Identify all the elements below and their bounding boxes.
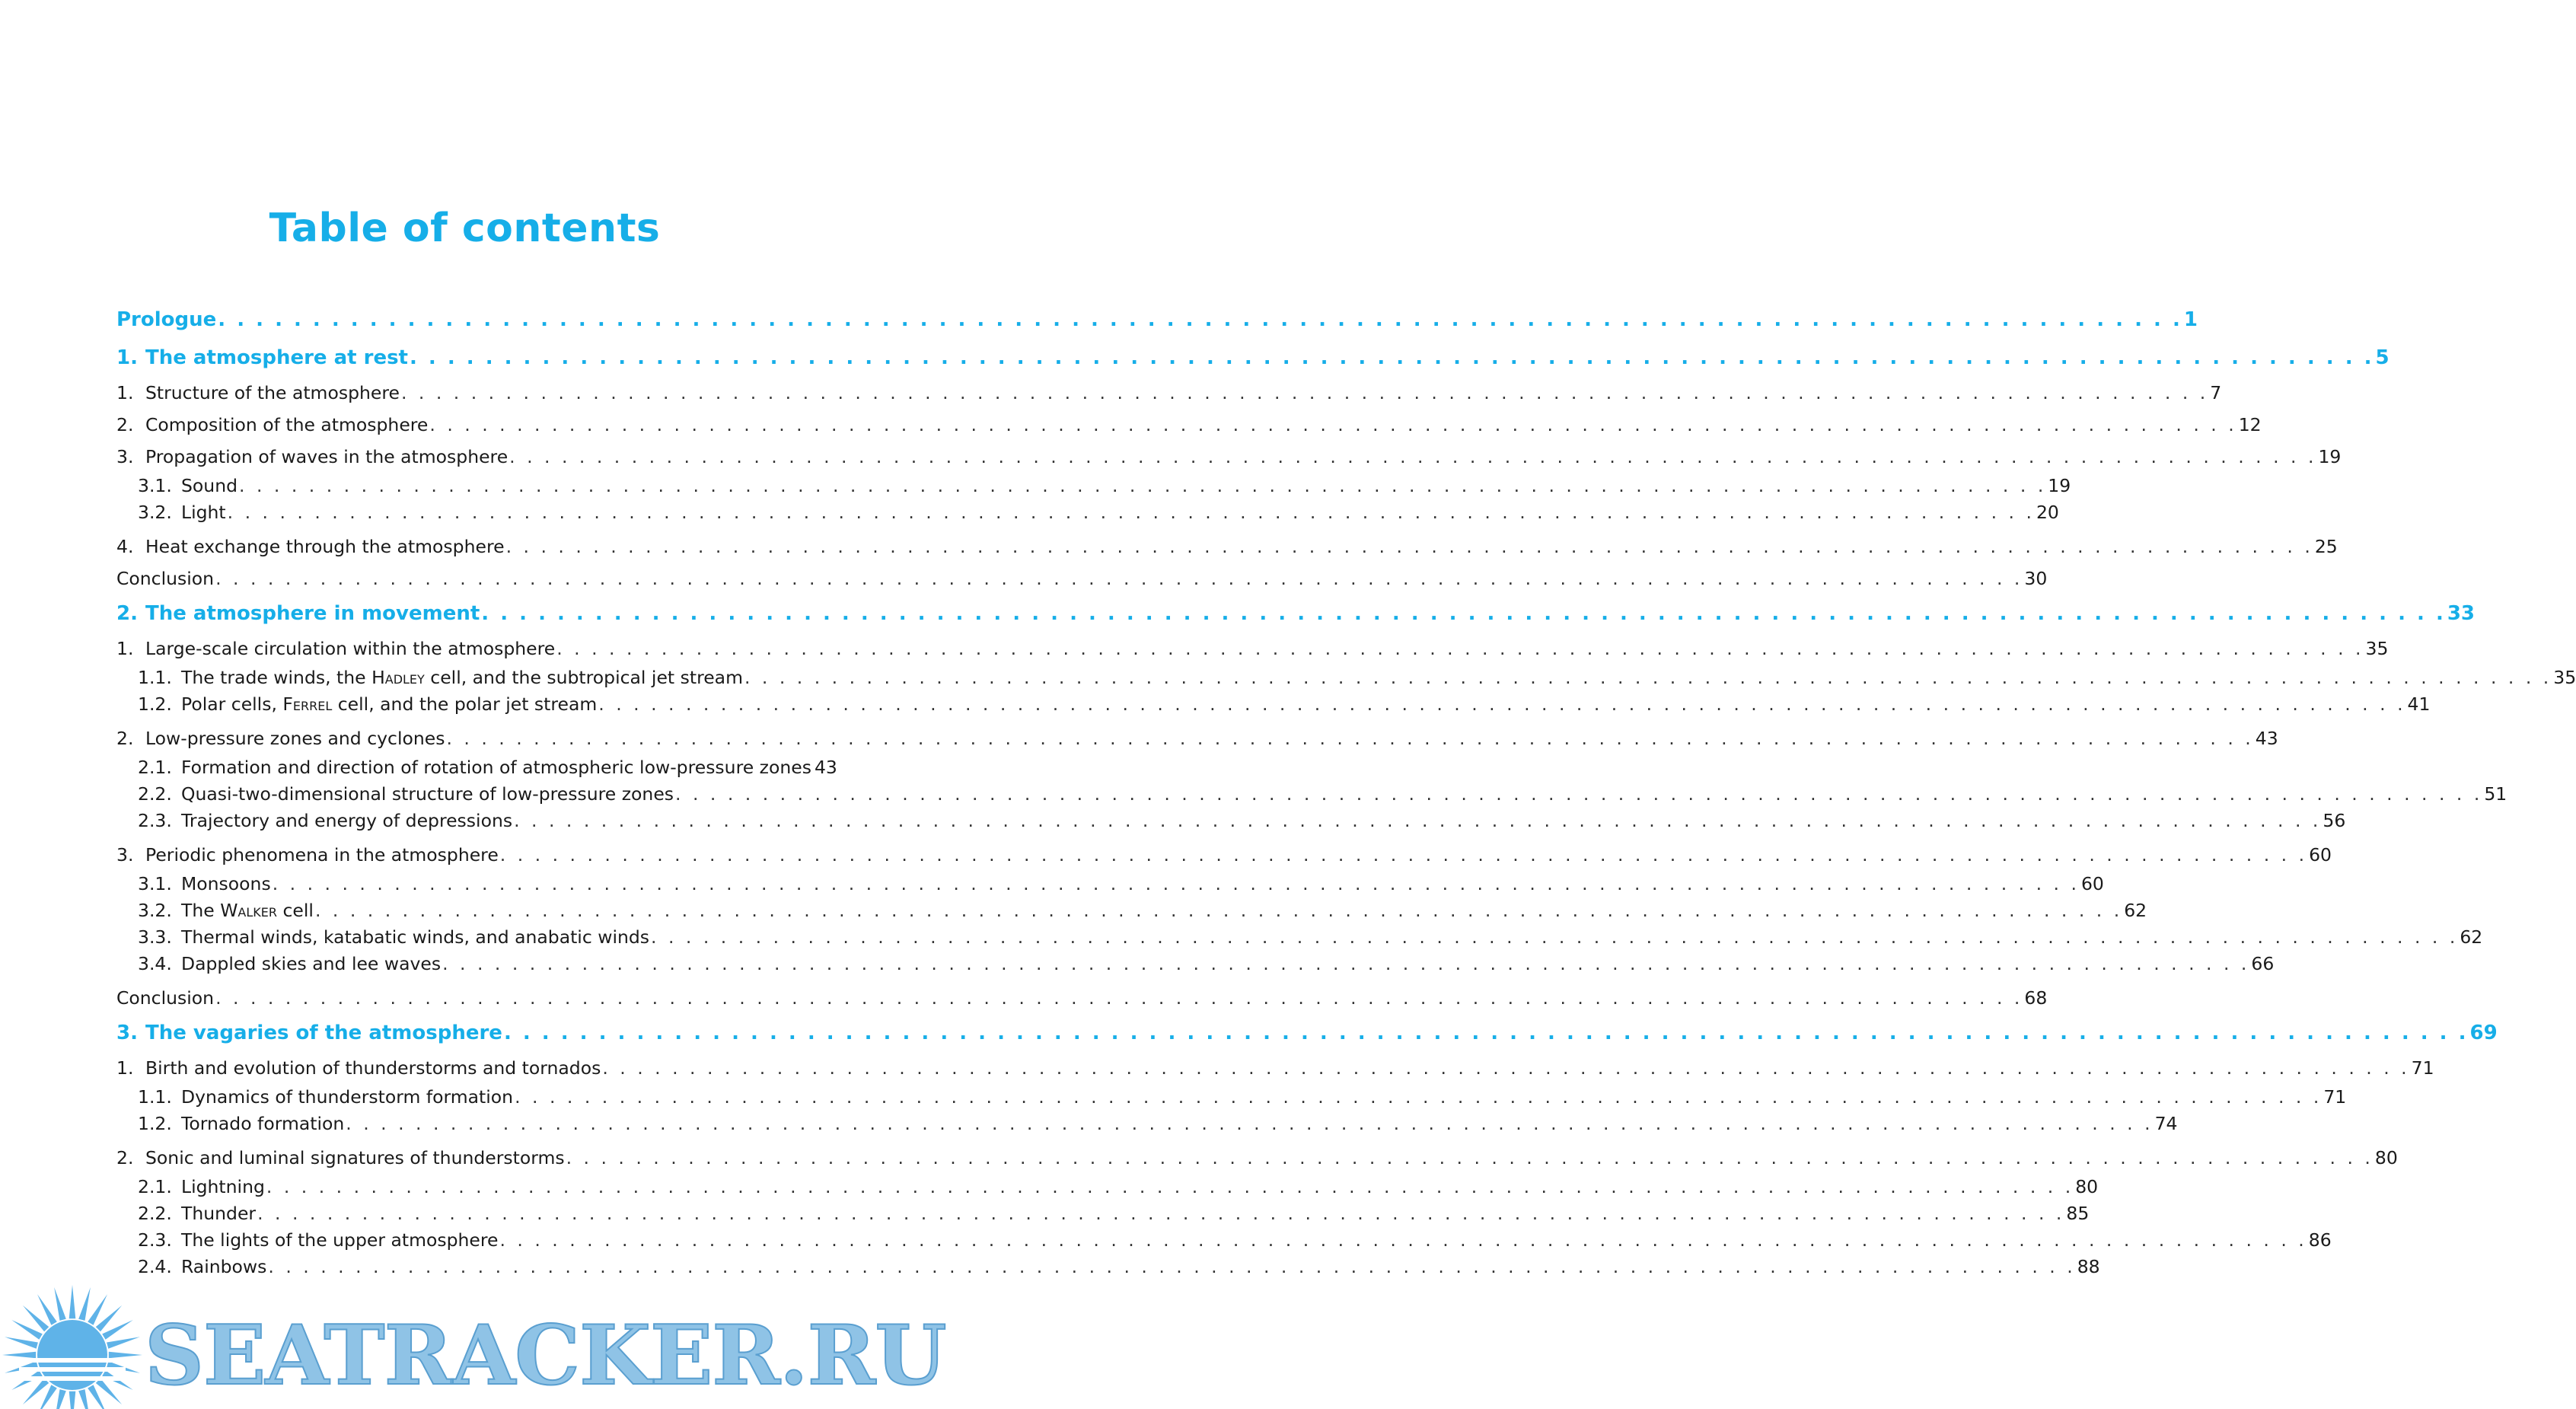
page-number: 85 — [2066, 1203, 2090, 1224]
dot-leader — [401, 377, 2208, 409]
subsection-entry[interactable] — [116, 1174, 2099, 1200]
entry-number: 1.2. — [138, 693, 172, 715]
entry-number: 3.2. — [138, 900, 172, 921]
section-entry[interactable] — [116, 377, 2222, 409]
entry-label-part: cell, and the polar jet stream — [332, 693, 598, 715]
entry-number: 3.2. — [138, 502, 172, 523]
entry-label: Composition of the atmosphere — [145, 414, 429, 435]
dot-leader — [273, 871, 2080, 897]
dot-leader — [218, 301, 2182, 339]
dot-leader — [514, 808, 2321, 834]
entry-number: 1. — [116, 1057, 134, 1079]
subsection-entry[interactable] — [116, 1084, 2347, 1111]
page-number: 56 — [2323, 810, 2346, 831]
page-number: 80 — [2075, 1176, 2099, 1197]
entry-label: Dynamics of thunderstorm formation — [181, 1086, 514, 1108]
dot-leader — [410, 339, 2374, 377]
page-number: 19 — [2318, 446, 2342, 467]
entry-label: Light — [181, 502, 226, 523]
entry-number: 2. — [116, 1147, 134, 1168]
spacer — [116, 1280, 826, 1285]
dot-leader — [651, 924, 2458, 951]
dot-leader — [266, 1174, 2074, 1200]
dot-leader — [239, 473, 2046, 499]
entry-label-name: Hadley — [371, 667, 425, 688]
section-entry[interactable] — [116, 531, 2338, 563]
section-entry[interactable] — [116, 1142, 2398, 1174]
dot-leader — [598, 691, 2405, 718]
conclusion-entry[interactable] — [116, 982, 2048, 1014]
section-entry[interactable] — [116, 409, 2262, 441]
section-entry[interactable] — [116, 722, 2278, 754]
entry-label: The atmosphere in movement — [145, 602, 480, 625]
page-number: 43 — [2255, 728, 2278, 749]
dot-leader — [506, 531, 2313, 563]
section-entry[interactable] — [116, 839, 2332, 871]
entry-number: 3.1. — [138, 873, 172, 894]
entry-number: 2. — [116, 414, 134, 435]
entry-label-name: Walker — [220, 900, 278, 921]
page-number: 51 — [2484, 783, 2507, 805]
page-number: 71 — [2411, 1057, 2434, 1079]
entry-label: Dappled skies and lee waves — [181, 953, 442, 974]
entry-label: Formation and direction of rotation of atmospheric low-pressure zones — [181, 757, 811, 778]
entry-number: 3.1. — [138, 475, 172, 496]
dot-leader — [429, 409, 2236, 441]
entry-label: Sonic and luminal signatures of thunderstorms — [145, 1147, 565, 1168]
page-number: 30 — [2024, 568, 2048, 589]
dot-leader — [446, 722, 2253, 754]
entry-number: 2.2. — [138, 1203, 172, 1224]
page-number: 68 — [2024, 987, 2048, 1009]
page-number: 35 — [2365, 638, 2389, 659]
page-number: 20 — [2036, 502, 2059, 523]
entry-label-part: cell — [277, 900, 314, 921]
entry-label-part: The — [181, 900, 221, 921]
subsection-entry[interactable] — [116, 473, 2071, 499]
dot-leader — [268, 1254, 2075, 1280]
subsection-entry[interactable] — [116, 1200, 2090, 1227]
entry-label: Heat exchange through the atmosphere — [145, 536, 505, 557]
page-number: 62 — [2460, 926, 2483, 948]
dot-leader — [509, 441, 2316, 473]
page-title: Table of contents — [269, 206, 661, 251]
chapter-entry[interactable] — [116, 301, 2198, 339]
entry-label: Monsoons — [181, 873, 271, 894]
subsection-entry[interactable] — [116, 1254, 2100, 1280]
dot-leader — [481, 595, 2446, 633]
dot-leader — [228, 499, 2035, 526]
entry-number: 3. — [116, 1022, 138, 1044]
entry-label — [181, 665, 743, 691]
page-number: 5 — [2375, 346, 2389, 369]
subsection-entry[interactable] — [116, 897, 2147, 924]
entry-label: Quasi-two-dimensional structure of low-pressure zones — [181, 783, 674, 805]
page-number: 12 — [2238, 414, 2262, 435]
dot-leader — [675, 781, 2482, 808]
page-number: 1 — [2183, 308, 2198, 331]
entry-number: 3.3. — [138, 926, 172, 948]
entry-label: Low-pressure zones and cyclones — [145, 728, 445, 749]
entry-label-part: The trade winds, the — [181, 667, 372, 688]
entry-number: 2.3. — [138, 1229, 172, 1251]
entry-label: The lights of the upper atmosphere — [181, 1229, 499, 1251]
subsection-entry[interactable] — [116, 754, 837, 781]
entry-label: Conclusion — [116, 987, 215, 1009]
entry-number: 4. — [116, 536, 134, 557]
entry-number: 3. — [116, 844, 134, 865]
dot-leader — [515, 1084, 2322, 1111]
entry-number: 2.3. — [138, 810, 172, 831]
entry-label: The vagaries of the atmosphere — [145, 1022, 502, 1044]
dot-leader — [499, 1227, 2307, 1254]
entry-label: Tornado formation — [181, 1113, 345, 1134]
table-of-contents — [116, 301, 2576, 1285]
entry-label-part: cell, and the subtropical jet stream — [424, 667, 743, 688]
entry-label: Rainbows — [181, 1256, 267, 1277]
subsection-entry[interactable] — [116, 808, 2346, 834]
dot-leader — [215, 563, 2023, 595]
page-number: 25 — [2314, 536, 2338, 557]
entry-label: Sound — [181, 475, 238, 496]
entry-number: 1.2. — [138, 1113, 172, 1134]
subsection-entry[interactable] — [116, 871, 2104, 897]
dot-leader — [566, 1142, 2374, 1174]
section-entry[interactable] — [116, 441, 2342, 473]
page-number: 33 — [2447, 602, 2476, 625]
dot-leader — [346, 1111, 2153, 1137]
page-number: 69 — [2469, 1022, 2498, 1044]
entry-number: 2.4. — [138, 1256, 172, 1277]
entry-number: 2.1. — [138, 757, 172, 778]
dot-leader — [442, 951, 2249, 977]
chapter-entry[interactable] — [116, 1014, 2498, 1052]
subsection-entry[interactable] — [116, 665, 2576, 691]
entry-number: 2. — [116, 602, 138, 625]
entry-number: 1. — [116, 638, 134, 659]
entry-label: Birth and evolution of thunderstorms and tornados — [145, 1057, 601, 1079]
entry-label: Lightning — [181, 1176, 265, 1197]
entry-label: Structure of the atmosphere — [145, 382, 400, 403]
entry-label — [181, 691, 597, 718]
entry-number: 2.2. — [138, 783, 172, 805]
subsection-entry[interactable] — [116, 781, 2507, 808]
page-number: 88 — [2077, 1256, 2100, 1277]
conclusion-entry[interactable] — [116, 563, 2048, 595]
entry-label: Conclusion — [116, 568, 215, 589]
page-number: 19 — [2048, 475, 2071, 496]
page-number: 43 — [814, 757, 837, 778]
page-number: 35 — [2553, 667, 2576, 688]
page-number: 7 — [2210, 382, 2222, 403]
dot-leader — [602, 1052, 2409, 1084]
dot-leader — [215, 982, 2023, 1014]
page-number: 74 — [2154, 1113, 2178, 1134]
dot-leader — [315, 897, 2122, 924]
section-entry[interactable] — [116, 633, 2389, 665]
chapter-entry[interactable] — [116, 339, 2389, 377]
subsection-entry[interactable] — [116, 951, 2275, 977]
subsection-entry[interactable] — [116, 691, 2431, 718]
entry-number: 2. — [116, 728, 134, 749]
dot-leader — [500, 839, 2307, 871]
page-number: 86 — [2308, 1229, 2332, 1251]
subsection-entry[interactable] — [116, 924, 2483, 951]
dot-leader — [556, 633, 2364, 665]
chapter-entry[interactable] — [116, 595, 2476, 633]
page-number: 71 — [2323, 1086, 2347, 1108]
entry-number: 1.1. — [138, 667, 172, 688]
dot-leader — [744, 665, 2552, 691]
entry-number: 2.1. — [138, 1176, 172, 1197]
entry-number: 3.4. — [138, 953, 172, 974]
entry-label: Periodic phenomena in the atmosphere — [145, 844, 499, 865]
watermark-text: SEATRACKER.RU — [145, 1308, 946, 1404]
subsection-entry[interactable] — [116, 499, 2059, 526]
entry-label: Large-scale circulation within the atmosphere — [145, 638, 556, 659]
page-number: 62 — [2124, 900, 2147, 921]
entry-label: Trajectory and energy of depressions — [181, 810, 513, 831]
entry-number: 3. — [116, 446, 134, 467]
section-entry[interactable] — [116, 1052, 2434, 1084]
subsection-entry[interactable] — [116, 1227, 2332, 1254]
entry-label: Thermal winds, katabatic winds, and anabatic winds — [181, 926, 650, 948]
page-number: 80 — [2374, 1147, 2398, 1168]
entry-number: 1. — [116, 382, 134, 403]
entry-label: Propagation of waves in the atmosphere — [145, 446, 509, 467]
page-number: 60 — [2080, 873, 2104, 894]
subsection-entry[interactable] — [116, 1111, 2178, 1137]
page-number: 66 — [2251, 953, 2275, 974]
dot-leader — [257, 1200, 2064, 1227]
entry-label-name: Ferrel — [282, 693, 333, 715]
entry-number: 1.1. — [138, 1086, 172, 1108]
entry-label: Prologue — [116, 308, 217, 331]
entry-label: The atmosphere at rest — [145, 346, 408, 369]
entry-label-part: Polar cells, — [181, 693, 283, 715]
page-number: 60 — [2309, 844, 2332, 865]
entry-number: 1. — [116, 346, 138, 369]
entry-label: Thunder — [181, 1203, 257, 1224]
dot-leader — [504, 1014, 2469, 1052]
entry-label — [181, 897, 314, 924]
page-number: 41 — [2407, 693, 2431, 715]
